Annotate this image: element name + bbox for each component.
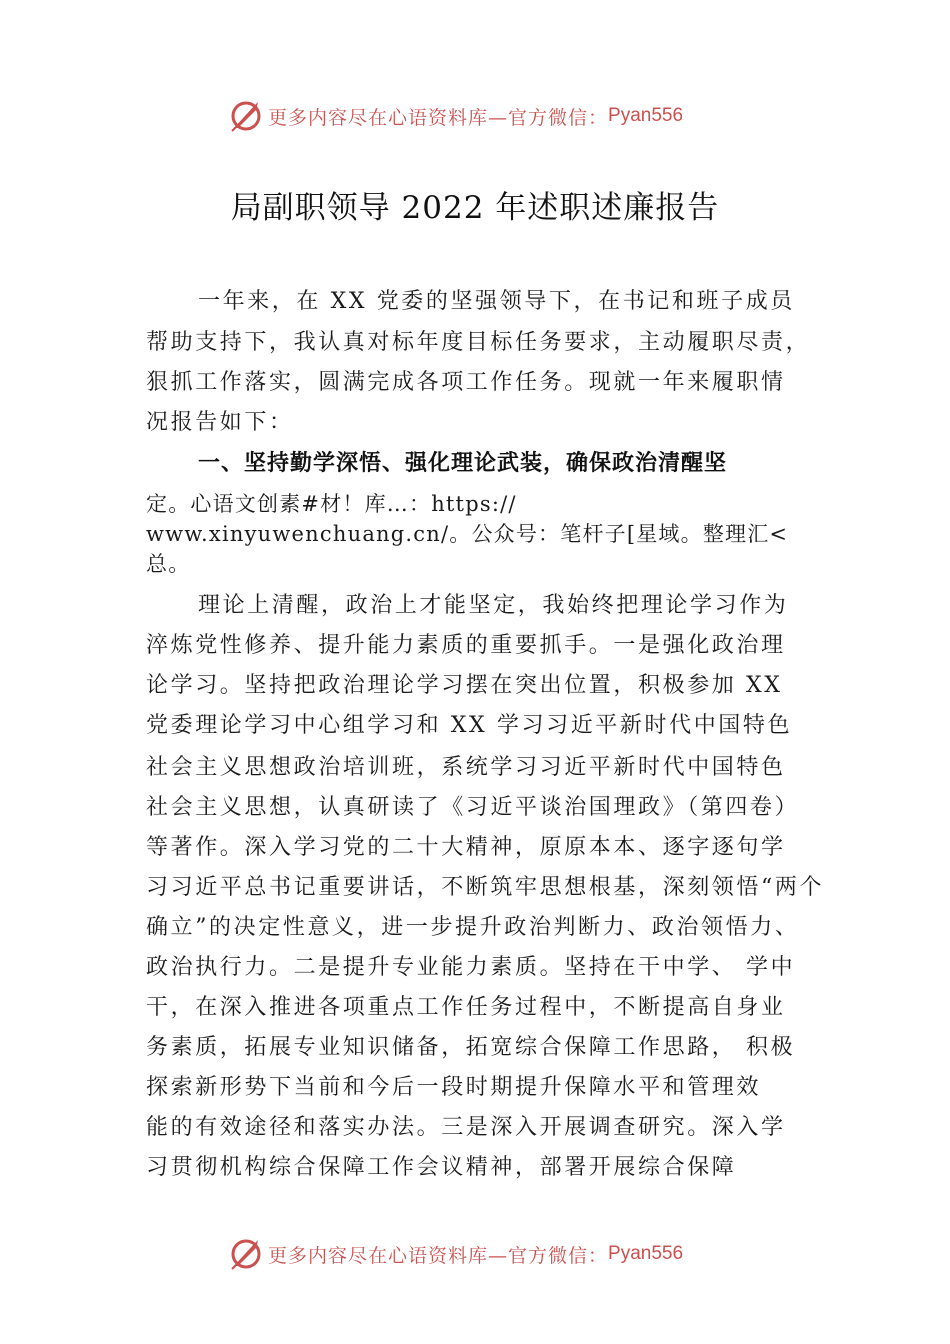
text-line: 总。: [146, 552, 191, 576]
text-line: 能的有效途径和落实办法。三是深入开展调查研究。深入学: [146, 1115, 786, 1140]
text-line: 务素质，拓展专业知识储备，拓宽综合保障工作思路， 积极: [146, 1035, 796, 1060]
text-line: 一年来，在 XX 党委的坚强领导下，在书记和班子成员: [198, 289, 795, 314]
text-line: 习贯彻机构综合保障工作会议精神，部署开展综合保障: [146, 1155, 737, 1180]
text-line: 理论上清醒，政治上才能坚定，我始终把理论学习作为: [198, 593, 789, 618]
page-title: 局副职领导 2022 年述职述廉报告: [230, 190, 720, 226]
text-line: 社会主义思想政治培训班，系统学习习近平新时代中国特色: [146, 755, 786, 780]
text-line: 习习近平总书记重要讲话，不断筑牢思想根基，深刻领悟“两个: [146, 875, 825, 900]
watermark-banner-top: [228, 96, 748, 136]
text-line: 确立”的决定性意义，进一步提升政治判断力、政治领悟力、: [146, 915, 800, 940]
text-line: 狠抓工作落实，圆满完成各项工作任务。现就一年来履职情: [146, 370, 786, 395]
text-line: 党委理论学习中心组学习和 XX 学习习近平新时代中国特色: [146, 713, 793, 738]
text-line: 政治执行力。二是提升专业能力素质。坚持在干中学、 学中: [146, 955, 796, 980]
section-heading: 一、坚持勤学深悟、强化理论武装，确保政治清醒坚: [198, 451, 728, 476]
text-line: 干，在深入推进各项重点工作任务过程中，不断提高自身业: [146, 995, 786, 1020]
watermark-banner-bottom: [228, 1234, 748, 1274]
text-line: 定。心语文创素#材！库…：https://: [146, 492, 517, 516]
text-line: 淬炼党性修养、提升能力素质的重要抓手。一是强化政治理: [146, 633, 786, 658]
feather-seal-icon: [228, 1236, 264, 1272]
text-line: 帮助支持下，我认真对标年度目标任务要求，主动履职尽责，: [146, 330, 811, 355]
watermark-text: 更多内容尽在心语资料库—官方微信：: [268, 106, 609, 129]
watermark-wechat-id: Pyan556: [608, 1243, 684, 1264]
text-line: 况报告如下：: [146, 410, 294, 435]
text-line: 等著作。深入学习党的二十大精神，原原本本、逐字逐句学: [146, 835, 786, 860]
watermark-text: 更多内容尽在心语资料库—官方微信：: [268, 1244, 609, 1267]
feather-seal-icon: [228, 98, 264, 134]
watermark-wechat-id: Pyan556: [608, 105, 684, 126]
text-line: 社会主义思想，认真研读了《习近平谈治国理政》（第四卷）: [146, 795, 800, 820]
text-line: 论学习。坚持把政治理论学习摆在突出位置，积极参加 XX: [146, 673, 783, 698]
text-line: 探索新形势下当前和今后一段时期提升保障水平和管理效: [146, 1075, 762, 1100]
text-line: www.xinyuwenchuang.cn/。公众号：笔杆子[星域。整理汇<: [146, 522, 789, 546]
